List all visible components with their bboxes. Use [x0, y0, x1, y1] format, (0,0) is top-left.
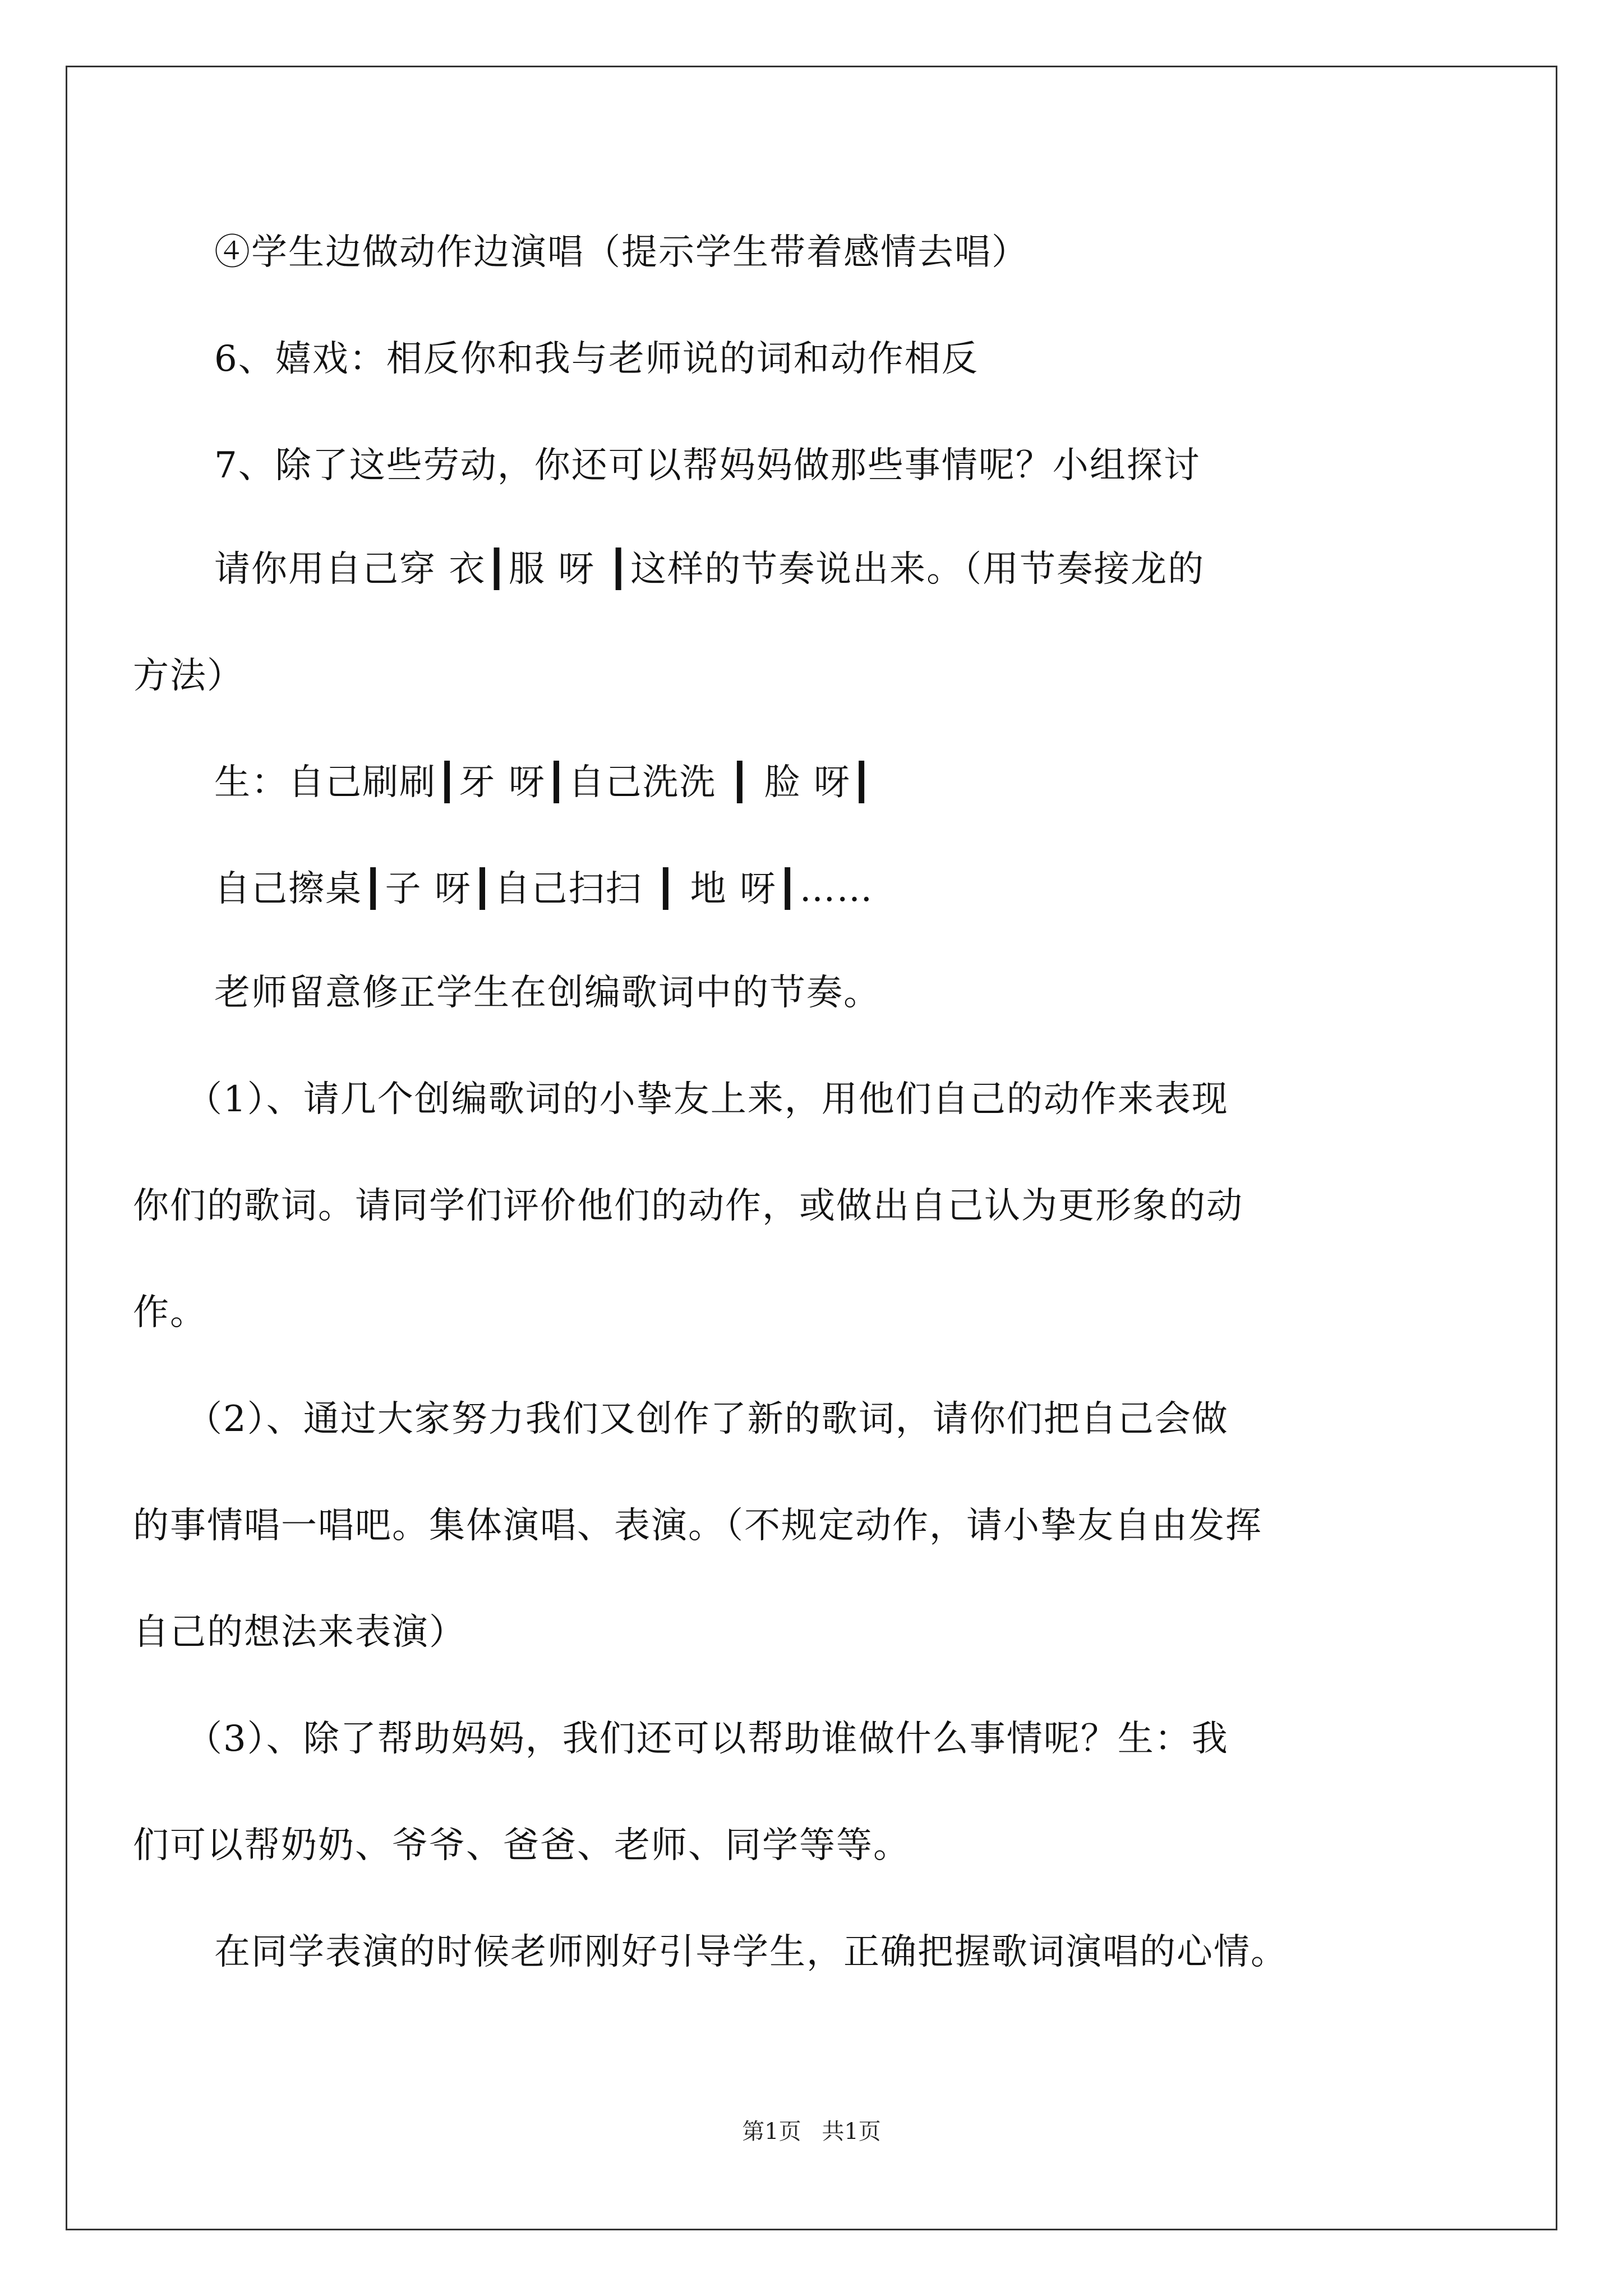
paragraph-line: 自己的想法来表演）	[133, 1612, 466, 1653]
page-border	[66, 66, 1557, 2230]
page-footer	[0, 2115, 1623, 2148]
paragraph-line: （2）、通过大家努力我们又创作了新的歌词，请你们把自己会做	[186, 1398, 1229, 1440]
paragraph-line: 方法）	[133, 655, 244, 697]
paragraph-line: 作。	[133, 1292, 207, 1333]
page-total: 共1页	[822, 2119, 881, 2145]
page-number: 第1页	[742, 2119, 801, 2145]
paragraph-line: 你们的歌词。请同学们评价他们的动作，或做出自己认为更形象的动	[133, 1185, 1243, 1227]
paragraph-line: 在同学表演的时候老师刚好引导学生，正确把握歌词演唱的心情。	[214, 1931, 1288, 1973]
paragraph-line: 们可以帮奶奶、爷爷、爸爸、老师、同学等等。	[133, 1825, 910, 1866]
paragraph-line: 生：自己刷刷┃牙 呀┃自己洗洗 ┃ 脸 呀┃	[214, 762, 874, 803]
paragraph-line: ④学生边做动作边演唱（提示学生带着感情去唱）	[214, 232, 1029, 273]
paragraph-line: （3）、除了帮助妈妈，我们还可以帮助谁做什么事情呢？生：我	[186, 1718, 1229, 1760]
paragraph-line: （1）、请几个创编歌词的小挚友上来，用他们自己的动作来表现	[186, 1079, 1229, 1120]
paragraph-line: 请你用自己穿 衣┃服 呀 ┃这样的节奏说出来。（用节奏接龙的	[214, 549, 1205, 590]
paragraph-line: 自己擦桌┃子 呀┃自己扫扫 ┃ 地 呀┃……	[214, 868, 874, 910]
paragraph-line: 7、除了这些劳动，你还可以帮妈妈做那些事情呢？小组探讨	[214, 445, 1201, 486]
paragraph-line: 6、嬉戏：相反你和我与老师说的词和动作相反	[214, 338, 979, 380]
paragraph-line: 的事情唱一唱吧。集体演唱、表演。（不规定动作，请小挚友自由发挥	[133, 1505, 1262, 1547]
paragraph-line: 老师留意修正学生在创编歌词中的节奏。	[214, 972, 880, 1014]
